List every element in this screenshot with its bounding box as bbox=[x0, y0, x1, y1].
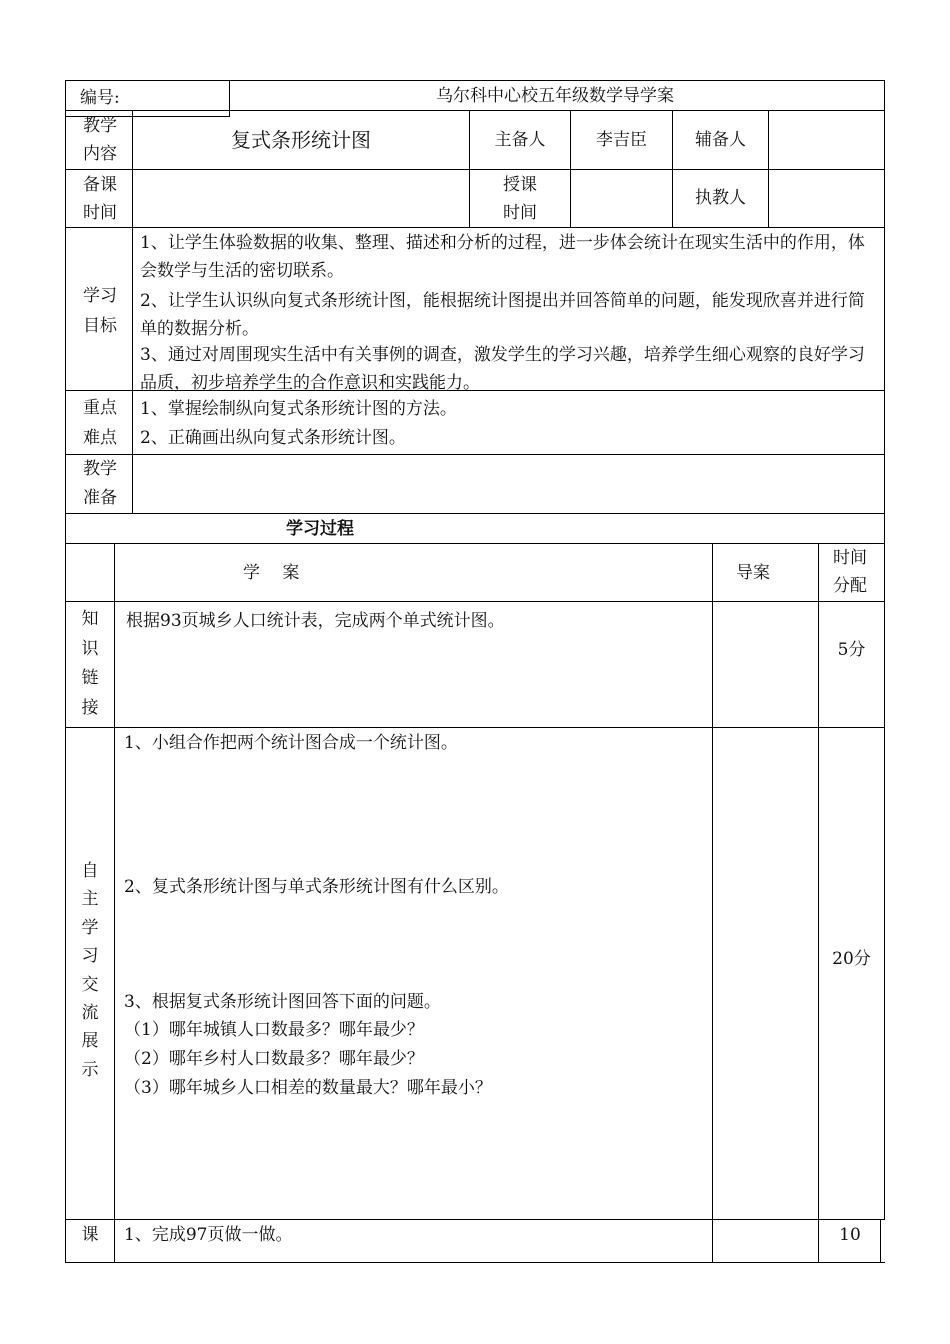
process-title: 学习过程 bbox=[286, 519, 354, 539]
teach-time-label-text: 授课时间 bbox=[503, 175, 537, 223]
section-knowledge-label-text: 知识链接 bbox=[81, 609, 99, 718]
col-time-header-text: 时间分配 bbox=[833, 548, 867, 596]
lead-value: 李吉臣 bbox=[596, 130, 647, 150]
self-study-q3-sub-2: （2）哪年乡村人口数最多？哪年最少？ bbox=[124, 1049, 424, 1069]
section-knowledge-label bbox=[70, 605, 110, 723]
keypoints-label bbox=[80, 393, 120, 453]
self-study-q3: 3、根据复式条形统计图回答下面的问题。 bbox=[124, 992, 441, 1012]
goals-label-text: 学习目标 bbox=[83, 286, 117, 336]
assist-label: 辅备人 bbox=[695, 130, 746, 150]
goal-item-1: 1、让学生体验数据的收集、整理、描述和分析的过程，进一步体会统计在现实生活中的作用，体会数学与生活的密切联系。 bbox=[140, 233, 865, 281]
school-title: 乌尔科中心校五年级数学导学案 bbox=[436, 86, 674, 106]
goals-label bbox=[80, 281, 120, 341]
content-label-text: 教学内容 bbox=[83, 116, 117, 164]
self-study-q1: 1、小组合作把两个统计图合成一个统计图。 bbox=[124, 733, 458, 753]
teach-time-label bbox=[500, 171, 540, 227]
section-knowledge-time: 5分 bbox=[837, 640, 866, 660]
self-study-q3-sub-3: （3）哪年城乡人口相差的数量最大？哪年最小？ bbox=[124, 1078, 492, 1098]
content-label bbox=[80, 112, 120, 168]
keypoints-label-text: 重点难点 bbox=[83, 398, 117, 448]
prep-label bbox=[80, 455, 120, 513]
self-study-q2: 2、复式条形统计图与单式条形统计图有什么区别。 bbox=[124, 877, 509, 897]
teacher-label: 执教人 bbox=[695, 188, 746, 208]
col-guide-header: 导案 bbox=[736, 563, 770, 583]
self-study-q3-sub-1: （1）哪年城镇人口数最多？哪年最少？ bbox=[124, 1020, 424, 1040]
prep-time-label-text: 备课时间 bbox=[83, 175, 117, 223]
section-self-study-label bbox=[70, 857, 110, 1084]
content-value: 复式条形统计图 bbox=[231, 128, 371, 152]
section-class-label: 课 bbox=[81, 1225, 99, 1245]
section-class-time: 10 bbox=[839, 1225, 861, 1245]
lead-label: 主备人 bbox=[494, 130, 546, 150]
col-time-header bbox=[830, 544, 870, 600]
goal-item-3: 3、通过对周围现实生活中有关事例的调查，激发学生的学习兴趣，培养学生细心观察的良好学习品质，初步培养学生的合作意识和实践能力。 bbox=[140, 345, 865, 393]
self-study-time: 20分 bbox=[832, 949, 871, 969]
number-label: 编号: bbox=[80, 88, 120, 108]
section-class-line: 1、完成97页做一做。 bbox=[124, 1225, 293, 1245]
goal-item-2: 2、让学生认识纵向复式条形统计图，能根据统计图提出并回答简单的问题，能发现欣喜并进行简单的数据分析。 bbox=[140, 291, 865, 339]
prep-label-text: 教学准备 bbox=[83, 459, 117, 508]
keypoint-item-1: 1、掌握绘制纵向复式条形统计图的方法。 bbox=[140, 399, 457, 419]
col-study-header: 学 案 bbox=[243, 563, 300, 583]
keypoint-item-2: 2、正确画出纵向复式条形统计图。 bbox=[140, 428, 406, 448]
prep-time-label bbox=[80, 171, 120, 227]
section-knowledge-line: 根据93页城乡人口统计表，完成两个单式统计图。 bbox=[126, 611, 505, 631]
section-self-study-label-text: 自主学习交流展示 bbox=[81, 861, 99, 1080]
